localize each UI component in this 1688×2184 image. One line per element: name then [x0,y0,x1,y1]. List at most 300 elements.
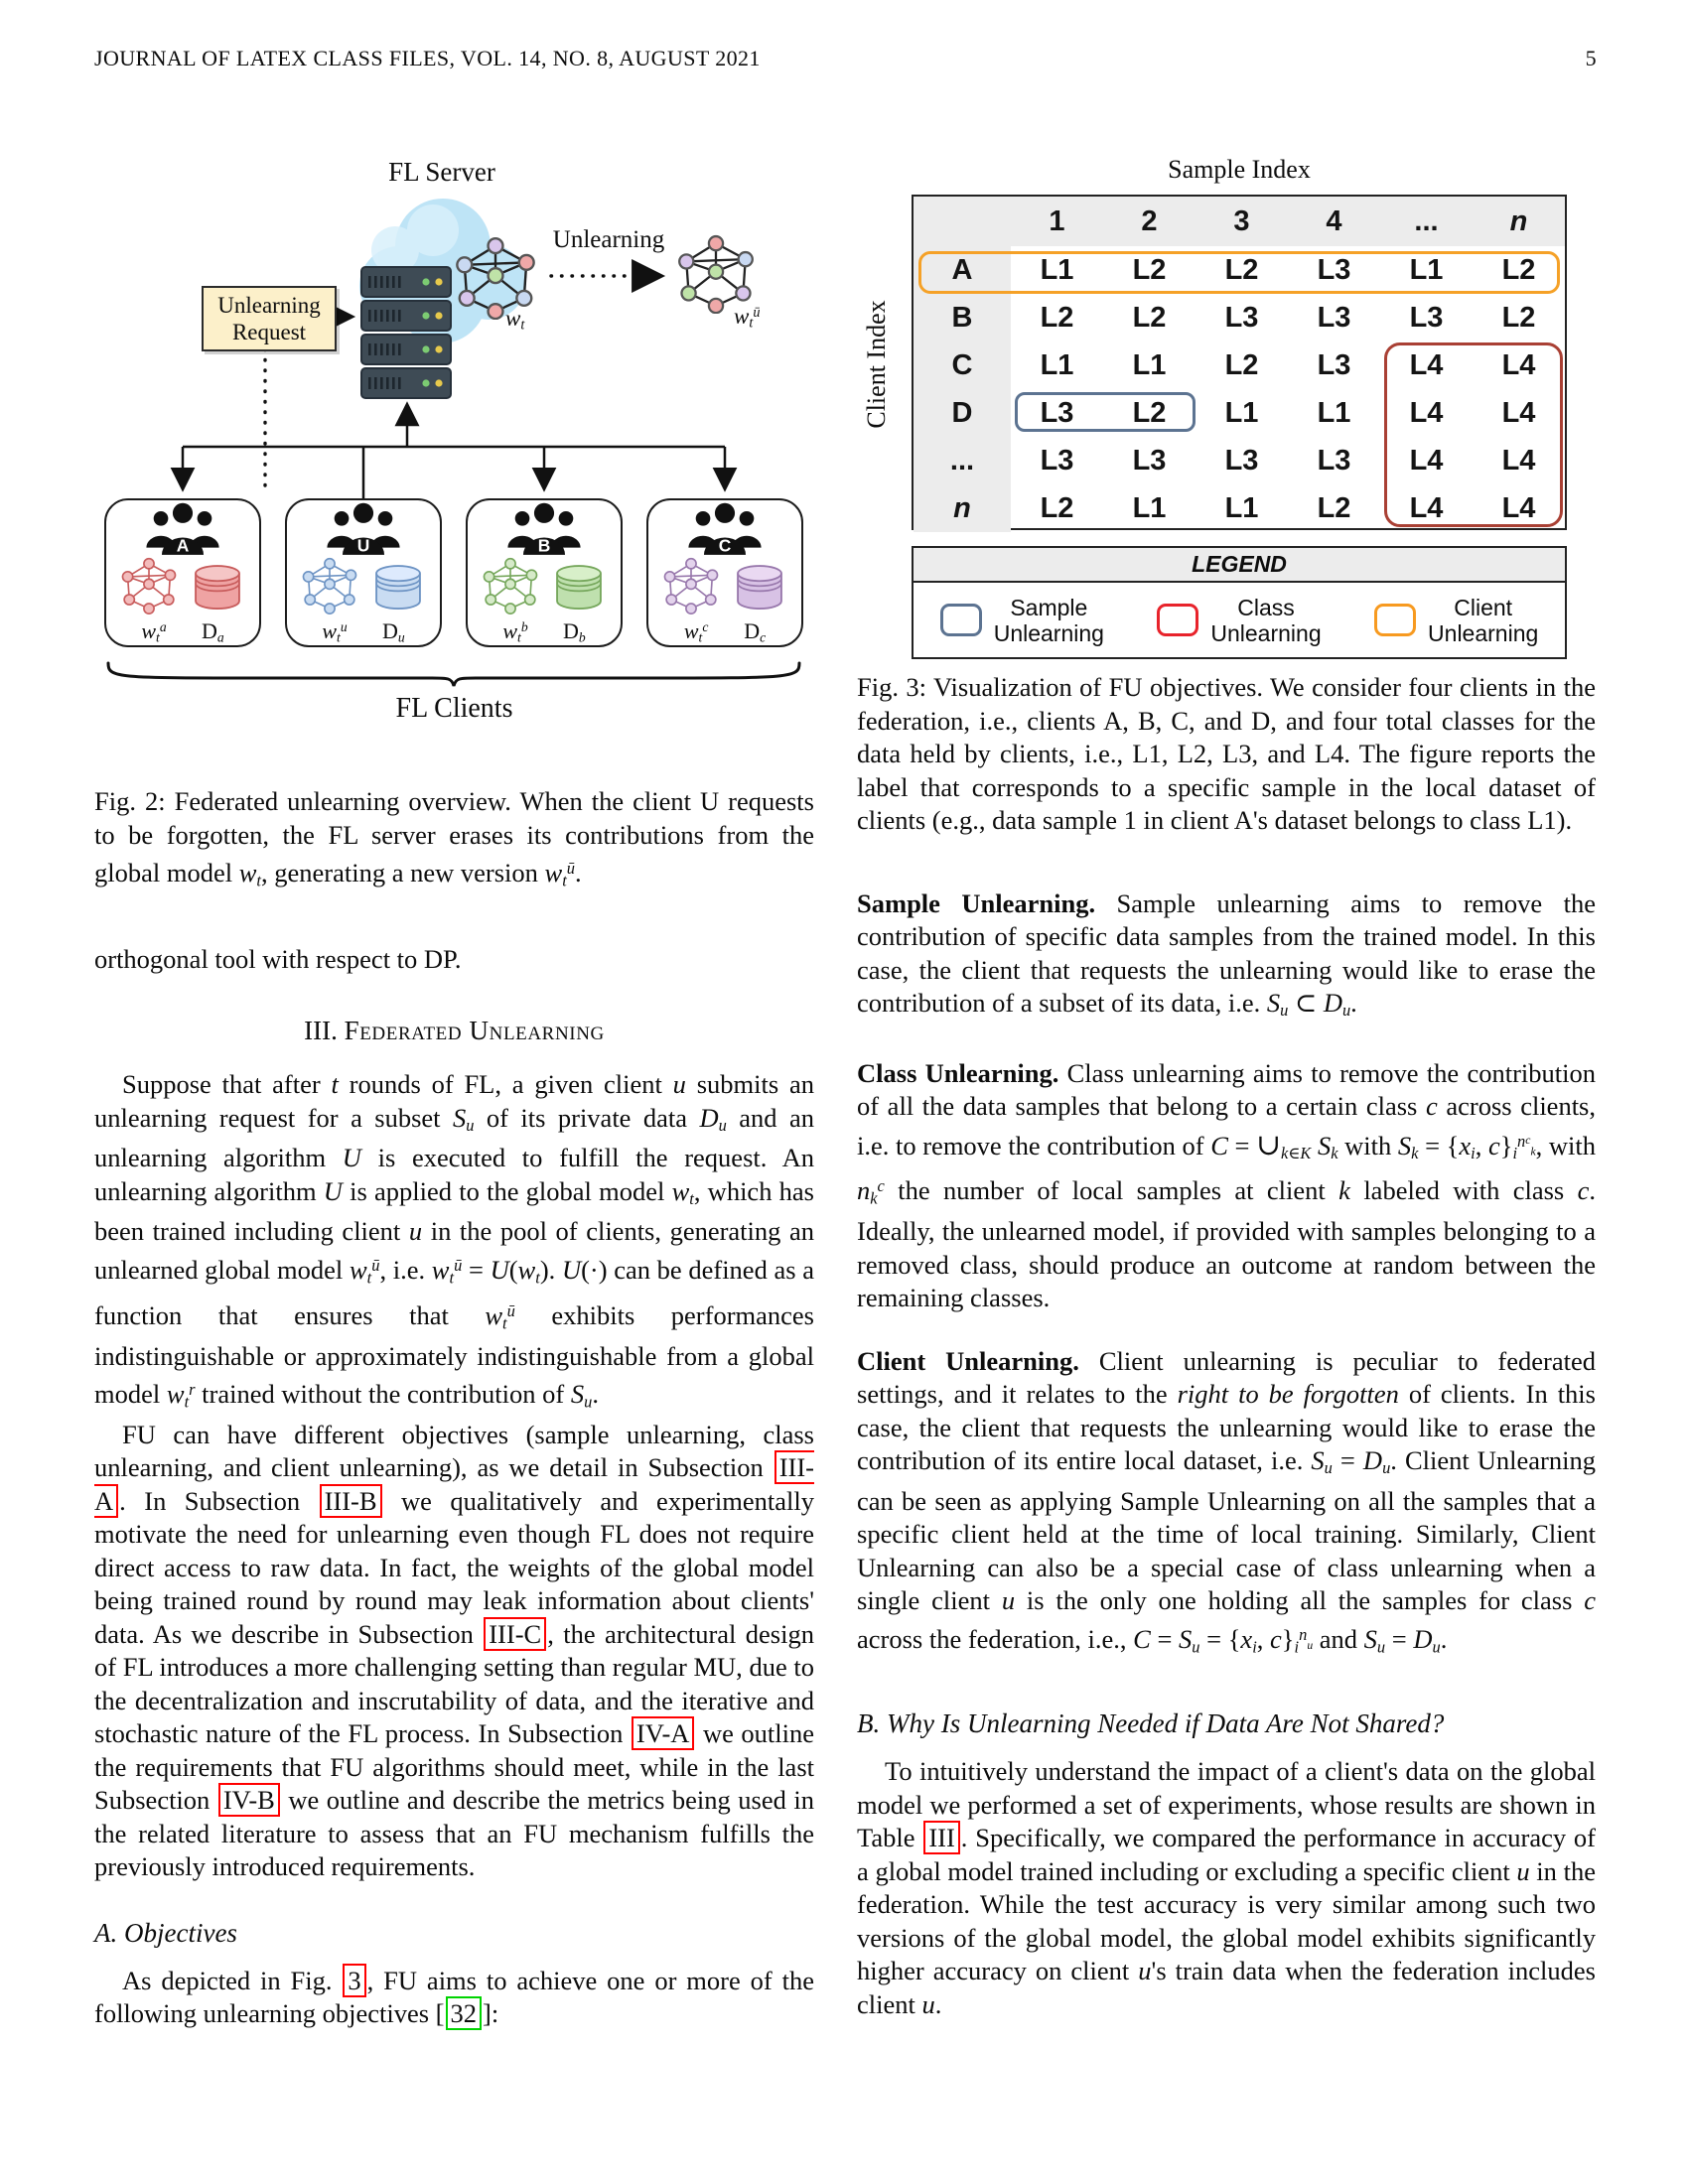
client-model-graph-icon [302,557,357,619]
text-segment: u [1138,1956,1152,1986]
text-segment: w [671,1175,690,1206]
table-cell: L1 [1317,397,1351,429]
right-column [857,149,1596,2021]
table-header-cell: n [1509,205,1528,237]
text-segment: t [502,1313,507,1333]
text-segment: rounds of FL, a given client [338,1069,673,1100]
text-segment: c [702,618,709,634]
legend-title: LEGEND [914,548,1565,583]
text-segment: u [1341,1001,1351,1021]
legend-swatch-icon [1157,604,1198,636]
text-segment: u [1280,1001,1289,1021]
text-segment: . [592,1379,599,1410]
svg-text:A: A [176,535,190,556]
client-card-c [646,498,803,647]
page-header [94,46,1597,71]
text-segment: t [184,1392,190,1412]
unlearned-model-label [734,304,760,333]
paragraph-fragment [94,943,814,977]
table-cell: L3 [1040,445,1074,477]
text-segment: t [256,871,261,890]
text-segment: ( [508,1255,518,1286]
text-segment: . [934,1988,942,2019]
text-segment: Client unlearning is peculiar to federated settings, and it relates to the [857,1345,1596,1410]
legend-label: Class Unlearning [1210,594,1322,646]
text-segment: exhibits performances indistinguishable or approximately indistinguishable from a global model [94,1299,814,1410]
text-segment: submits an unlearning request for a subset [94,1069,814,1133]
table-cell: L2 [1317,492,1351,524]
figure-3-caption: Fig. 3: Visualization of FU objectives. We consider four clients in the federation, i.e., clients A, B, C, and D, and four total classes for the data held by clients, i.e., L1, L2, L3, and L4. The figure reports the label that corresponds to a specific sample in the local dataset of clients (e.g., data sample 1 in client A's dataset belongs to class L1). [857,672,1596,835]
text-segment: labeled with class [1349,1175,1578,1206]
client-data-label [744,618,766,645]
table-cell: L4 [1409,349,1444,381]
figure-2-caption [94,785,814,897]
row-label: B [914,294,1011,341]
ref-link[interactable]: III [923,1821,959,1854]
text-segment: c [1425,1091,1438,1122]
database-icon [552,561,606,614]
database-icon [371,561,425,614]
client-unlearning-highlight [918,251,1560,294]
text-segment: k [1411,1143,1419,1162]
text-segment: Sample unlearning aims to remove the contribution of specific data samples from the trained model. In this case, the client that requests the unlearning would like to erase the contribution of a subset of its data, i.e. [857,887,1597,1018]
row-label: n [914,484,1011,532]
paragraph [94,1965,814,2031]
paragraph [94,1068,814,1419]
table-row-B [914,294,1565,341]
table-cell: L2 [1132,254,1167,286]
paragraph [857,1755,1596,2021]
sample-unlearning-highlight [1015,392,1196,432]
text-segment: S [1179,1623,1193,1654]
client-index-label: Client Index [862,300,891,429]
text-segment: w [505,306,521,331]
text-segment: i [1294,1636,1300,1656]
text-segment: D [1323,988,1342,1018]
text-segment: k∈K [1280,1143,1312,1162]
paragraph [94,1419,814,1884]
text-segment: FU can have different objectives (sample unlearning, class unlearning, and client unlearning), as we detail in Subsection [94,1419,814,1483]
ref-link[interactable]: 32 [446,1996,483,2030]
client-icons [106,557,259,619]
sample-index-label: Sample Index [1168,155,1311,184]
ref-link[interactable]: 3 [343,1964,365,1997]
text-segment: t [698,629,703,644]
table-cell: L4 [1409,492,1444,524]
text-segment: w [517,1255,536,1286]
row-label: D [914,389,1011,437]
table-cell: L3 [1317,445,1351,477]
subsection-heading-a: A. Objectives [94,1917,237,1948]
text-segment: 's train data when the federation includes client [857,1956,1596,2019]
text-segment: n [857,1175,871,1206]
people-icon [496,500,592,559]
text-segment: To intuitively understand the impact of a client's data on the global model we performed a set of experiments, whose results are shown in Table [857,1756,1596,1853]
text-segment: r [189,1380,196,1400]
text-segment: u [921,1988,935,2019]
table-cell: L3 [1040,397,1074,429]
text-segment: As depicted in Fig. [122,1965,343,1995]
table-cell: L4 [1501,492,1536,524]
table-cell: L1 [1132,349,1167,381]
table-cell: L4 [1501,445,1536,477]
legend-label: Sample Unlearning [993,594,1104,646]
text-segment: t [517,629,521,644]
text-segment: U [323,1175,343,1206]
text-segment: S [1266,988,1281,1018]
ref-link[interactable]: IV-A [632,1716,695,1750]
text-segment: orthogonal tool with respect to DP. [94,943,462,974]
text-segment: u [1324,1458,1333,1478]
paragraph-class-unlearning [857,1057,1596,1315]
table-cell: L2 [1040,302,1074,334]
left-column [94,149,814,2031]
table-header-cell: 3 [1233,205,1250,237]
table-header-row [914,197,1565,246]
ref-link[interactable]: III-B [320,1484,382,1518]
text-segment: ⊂ [1288,988,1324,1018]
text-segment: = [1227,1130,1257,1160]
text-segment: and an unlearning algorithm [94,1102,814,1173]
fig3-legend [912,546,1567,659]
text-segment: S [570,1379,585,1410]
text-segment: , which has been trained including client [94,1175,814,1247]
table-cell: L2 [1040,492,1074,524]
text-segment: , the architectural design of FL introduces a more challenging setting than regular MU, due to the decentralization and inscrutability of data, and the iterative and stochastic nature of the FL process. In Subsection [94,1618,814,1749]
client-card-a [104,498,261,647]
text-segment: trained without the contribution of [195,1379,571,1410]
text-segment: with [1337,1130,1398,1160]
ref-link[interactable]: III-C [484,1617,546,1651]
text-segment: of clients. In this case, the client that requests the unlearning would like to erase the contribution of its entire local dataset, i.e. [857,1379,1596,1476]
text-segment: w [683,617,699,643]
table-cell: L1 [1040,349,1074,381]
table-cell: L2 [1224,349,1259,381]
text-segment: t [366,1268,372,1288]
client-model-label [502,618,527,645]
text-segment: w [238,858,257,888]
global-model-graph-icon [454,236,537,325]
text-segment: we outline the requirements that FU algorithms should meet, while in the last Subsection [94,1718,815,1816]
text-segment: c [1577,1175,1590,1206]
text-segment: Sample Unlearning. [857,887,1096,918]
client-card-u [285,498,442,647]
text-segment: . [575,858,582,888]
table-cell: L4 [1501,397,1536,429]
table-cell: L3 [1317,302,1351,334]
text-segment: ). [539,1255,562,1286]
text-segment: a [216,629,224,644]
legend-label: Client Unlearning [1428,594,1539,646]
table-cell: L4 [1409,445,1444,477]
text-segment: ū [566,859,575,878]
text-segment: c [1584,1585,1596,1616]
text-segment: ū [454,1255,463,1275]
text-segment [1311,1131,1318,1160]
text-segment: u [718,1115,727,1135]
text-segment: w [141,617,157,643]
text-segment: ū [371,1255,380,1275]
text-segment: u [1516,1855,1530,1886]
text-segment: , [1256,1623,1271,1654]
text-segment: = { [1199,1623,1241,1654]
client-model-label [322,618,347,645]
legend-swatch-icon [1374,604,1416,636]
text-segment: u [466,1115,475,1135]
text-segment: U [490,1255,509,1286]
text-segment: u [340,618,348,634]
text-segment: c [1487,1130,1500,1160]
text-segment: ū [753,304,761,321]
text-segment: Federated Unlearning [344,1016,605,1046]
table-cell: L3 [1224,302,1259,334]
legend-swatch-icon [940,604,982,636]
global-model-label [505,306,524,335]
client-icons [468,557,621,619]
client-data-label [382,618,405,645]
text-segment: C [1210,1130,1228,1160]
brace-icon [104,659,803,689]
text-segment: t [749,315,754,332]
people-icon [135,500,230,559]
text-segment: u [1192,1636,1200,1656]
figure-3 [857,149,1596,645]
text-segment: = { [1418,1130,1460,1160]
text-segment: ]: [483,1998,499,2029]
people-icon [677,500,773,559]
paragraph-client-unlearning [857,1345,1596,1664]
text-segment: i [1471,1143,1476,1162]
table-header-cell: 4 [1326,205,1342,237]
text-segment: c [760,629,767,644]
text-segment: . In Subsection [119,1485,319,1516]
subsection-heading-b: B. Why Is Unlearning Needed if Data Are Not Shared? [857,1708,1445,1739]
text-segment: we qualitatively and experimentally motivate the need for unlearning even though FL does not require direct access to raw data. In fact, the weights of the global model being trained round by round may leak information about clients' data. As we describe in Subsection [94,1485,814,1649]
text-segment: in the federation. While the test accuracy is very similar among such two versions of the global model, the global model exhibits significantly higher accuracy on client [857,1855,1596,1986]
ref-link[interactable]: IV-B [218,1783,280,1817]
table-cell: L2 [1132,397,1167,429]
client-model-graph-icon [121,557,177,619]
client-model-label [141,618,166,645]
unlearning-request-box: Unlearning Request [202,286,337,351]
fl-server-label: FL Server [388,157,495,187]
table-cell: L1 [1040,254,1074,286]
database-icon [733,561,786,614]
client-icons [287,557,440,619]
text-segment: S [1397,1130,1412,1160]
text-segment: t [156,629,160,644]
text-segment: D [201,617,217,643]
text-segment: ū [506,1300,515,1320]
text-segment: D [381,617,398,643]
text-segment: Class Unlearning. [857,1057,1059,1088]
text-segment: b [520,618,528,634]
text-segment: t [689,1188,694,1208]
text-segment: t [449,1268,455,1288]
table-cell: L1 [1224,397,1259,429]
text-segment: t [520,317,525,334]
text-segment: c [1270,1623,1282,1654]
table-cell: L2 [1224,254,1259,286]
class-unlearning-highlight [1384,342,1563,527]
page-number: 5 [1585,46,1597,70]
table-cell: L1 [1409,254,1444,286]
table-cell: L3 [1317,349,1351,381]
people-icon [316,500,411,559]
unlearning-label: Unlearning [552,226,665,253]
text-segment: . Ideally, the unlearned model, if provided with samples belonging to a removed class, should produce an outcome at random between the remaining classes. [857,1175,1596,1313]
text-segment: c [877,1176,885,1196]
client-data-label [202,618,224,645]
text-segment: w [734,304,750,329]
table-cell: L4 [1501,349,1536,381]
text-segment: u [408,1216,423,1247]
text-segment: w [544,858,563,888]
text-segment: u [1382,1458,1391,1478]
table-cell: L2 [1132,302,1167,334]
text-segment: , with [1535,1130,1597,1160]
text-segment: in the pool of clients, generating an unlearned global model [94,1216,814,1286]
text-segment: . [1350,988,1357,1018]
text-segment: S [452,1102,467,1133]
text-segment: k [1338,1175,1350,1206]
table-cell: L1 [1224,492,1259,524]
legend-item [1131,595,1348,646]
text-segment: u [1307,1638,1314,1652]
text-segment: u [397,629,405,644]
text-segment: U [342,1143,361,1173]
text-segment: i [1512,1143,1518,1162]
text-segment: } [1499,1130,1513,1160]
text-segment: the number of local samples at client [884,1175,1339,1206]
text-segment: across the federation, i.e., [857,1623,1134,1654]
text-segment: , [1475,1130,1488,1160]
table-header-cell: 2 [1141,205,1158,237]
text-segment: across clients, i.e. to remove the contribution of [857,1091,1596,1160]
text-segment: b [578,629,586,644]
text-segment: S [1311,1445,1325,1476]
text-segment: w [166,1379,185,1410]
text-segment: and [1313,1623,1364,1654]
text-segment: u [1432,1636,1441,1656]
text-segment: , generating a new version [261,858,545,888]
table-cell: L3 [1132,445,1167,477]
legend-item [1347,595,1565,646]
text-segment: u [672,1069,686,1100]
table-cell: L1 [1132,492,1167,524]
text-segment: , i.e. [379,1255,432,1286]
text-segment: , FU aims to achieve one or more of the following unlearning objectives [ [94,1965,814,2029]
text-segment: Class unlearning aims to remove the contribution of all the data samples that belong to a certain class [857,1057,1596,1122]
svg-text:C: C [718,535,732,556]
text-segment: Suppose that after [122,1069,332,1100]
text-segment: u [584,1392,593,1412]
fig3-table [912,195,1567,530]
text-segment: = [1385,1623,1414,1654]
client-model-label [684,618,709,645]
text-segment: k [1530,1145,1536,1159]
text-segment: Fig. 2: Federated unlearning overview. When the client U requests to be forgotten, the FL server erases its contributions from the global model [94,786,814,888]
text-segment: w [431,1255,450,1286]
text-segment: w [502,617,518,643]
text-segment: k [1331,1143,1338,1162]
ref-link[interactable]: III-A [94,1452,814,1516]
server-rack-icon [360,266,452,404]
figure-2 [94,149,814,759]
text-segment: t [535,1268,540,1288]
table-cell: L3 [1317,254,1351,286]
legend-item [914,595,1131,646]
text-segment: . [1440,1623,1448,1654]
text-segment: we outline and describe the metrics being used in the related literature to assess that an FU mechanism fulfills the previously introduced requirements. [94,1785,814,1882]
database-icon [191,561,244,614]
text-segment: n [1517,1131,1526,1151]
text-segment: w [349,1255,367,1286]
text-segment: U [561,1255,582,1286]
legend-row [914,583,1565,657]
text-segment: S [1317,1130,1332,1160]
fl-clients-label: FL Clients [395,693,513,724]
text-segment: C [1133,1623,1151,1654]
fl-clients-row [104,498,803,647]
text-segment: a [159,618,167,634]
text-segment: t [337,629,341,644]
text-segment: D [1362,1445,1383,1476]
journal-title: JOURNAL OF LATEX CLASS FILES, VOL. 14, NO. 8, AUGUST 2021 [94,46,761,70]
text-segment: right to be forgotten [1177,1379,1399,1410]
text-segment: D [744,617,761,643]
table-cell: L4 [1409,397,1444,429]
text-segment: = [1150,1623,1180,1654]
text-segment: t [331,1069,339,1100]
text-segment: c [1525,1133,1531,1147]
svg-text:U: U [356,535,370,556]
client-card-b [466,498,623,647]
client-icons [648,557,801,619]
text-segment: is executed to fulfill the request. An unlearning algorithm [94,1143,814,1206]
text-segment: = [1332,1445,1363,1476]
text-segment: S [1363,1623,1377,1654]
text-segment: . Specifically, we compared the performance in accuracy of a global model trained including or excluding a specific client [857,1823,1596,1886]
text-segment: D [562,617,579,643]
row-label: ... [914,437,1011,484]
text-segment: = [462,1255,491,1286]
text-segment: t [562,871,567,890]
client-model-graph-icon [483,557,538,619]
text-segment: Client Unlearning. [857,1345,1079,1376]
table-cell: L3 [1224,445,1259,477]
text-segment: k [870,1188,878,1208]
text-segment: D [699,1102,719,1133]
text-segment: is applied to the global model [342,1175,672,1206]
text-segment: n [1299,1624,1308,1644]
text-segment: x [1240,1623,1253,1654]
text-segment: . Client Unlearning can be seen as applying Sample Unlearning on all the samples that a specific client held at the time of local training. Similarly, Client Unlearning can also be a special case of class unlearning when a single client [857,1445,1596,1616]
client-model-graph-icon [663,557,719,619]
table-header-cell: 1 [1049,205,1065,237]
table-cell: L2 [1501,302,1536,334]
client-data-label [563,618,586,645]
text-segment: } [1281,1623,1295,1654]
text-segment: ∪ [1256,1129,1281,1161]
text-segment: w [322,617,338,643]
text-segment: (·) can be defined as a function that ensures that [94,1255,814,1330]
table-corner-cell [914,197,1011,246]
text-segment: w [485,1299,503,1330]
text-segment: D [1413,1623,1433,1654]
table-cell: L2 [1501,254,1536,286]
text-segment: III. [304,1016,345,1046]
